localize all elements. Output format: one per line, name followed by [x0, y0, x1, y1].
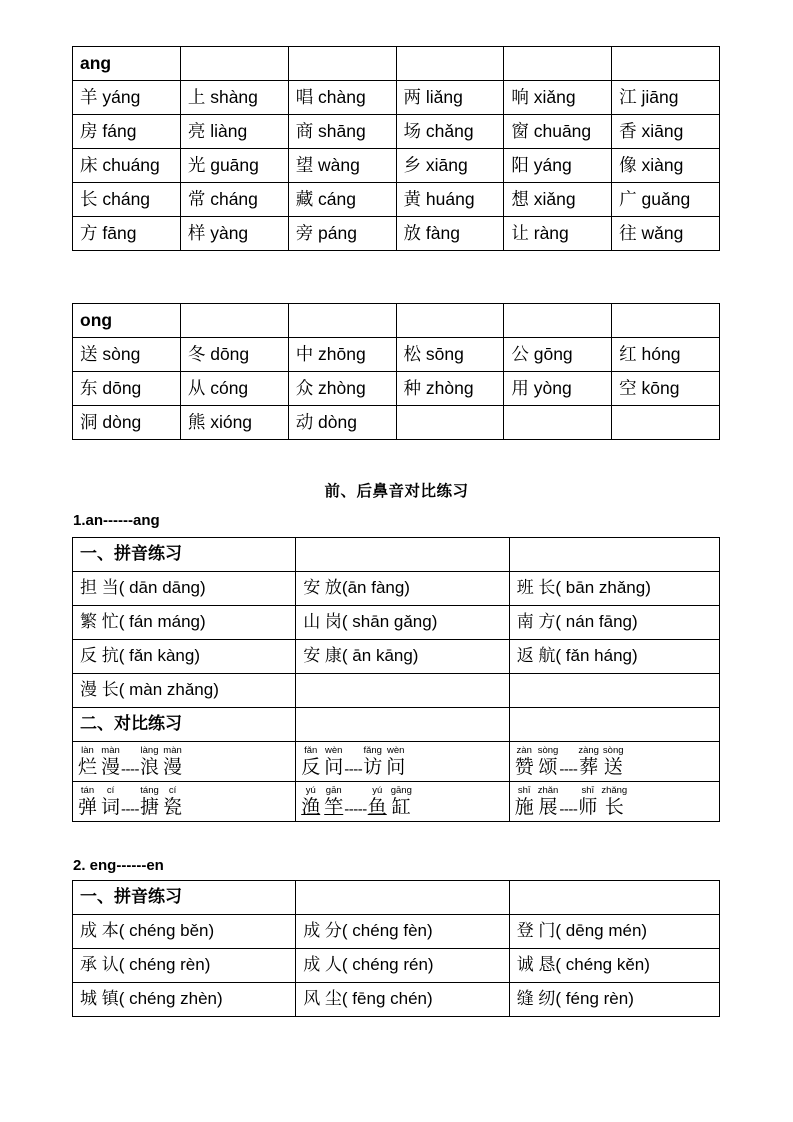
hanzi-character: 葬: [579, 756, 599, 778]
rhyme-group-header: ong: [73, 304, 181, 338]
word-cell: 窗 chuāng: [504, 115, 612, 149]
table-row: [73, 674, 720, 708]
word-cell: 空 kōng: [612, 372, 720, 406]
pinyin-annotation: táng: [140, 784, 159, 796]
ruby-unit: [163, 786, 182, 818]
table-row: [73, 606, 720, 640]
ruby-unit: [78, 786, 97, 818]
pinyin-annotation: shī: [581, 784, 595, 796]
ruby-unit: [101, 786, 120, 818]
word-cell: 担 当( dān dāng): [73, 572, 296, 606]
word-cell: 望 wàng: [288, 149, 396, 183]
hanzi-character: 弹: [78, 796, 98, 818]
word-cell: 旁 páng: [288, 217, 396, 251]
table-row: [73, 47, 720, 81]
word-cell: [504, 406, 612, 440]
word-cell: 常 cháng: [180, 183, 288, 217]
word-cell: 送 sòng: [73, 338, 181, 372]
comparison-pair: [78, 746, 292, 778]
word-cell: 想 xiǎng: [504, 183, 612, 217]
word-cell: 上 shàng: [180, 81, 288, 115]
word-cell: 熊 xióng: [180, 406, 288, 440]
word-cell: 场 chǎng: [396, 115, 504, 149]
dash-separator: ----: [121, 760, 140, 778]
word-cell: [296, 674, 510, 708]
table-row: [73, 217, 720, 251]
hanzi-character: 竿: [324, 796, 344, 818]
hanzi-character: 长: [604, 796, 624, 818]
table-row: [73, 538, 720, 572]
pinyin-annotation: gān: [325, 784, 342, 796]
subsection-header-compare: 二、对比练习: [73, 708, 296, 742]
pinyin-annotation: zhǎn: [537, 784, 559, 796]
table-row: [73, 949, 720, 983]
comparison-pair: [301, 786, 506, 818]
word-cell: 繁 忙( fán máng): [73, 606, 296, 640]
pinyin-annotation: yú: [372, 784, 383, 796]
word-cell: 承 认( chéng rèn): [73, 949, 296, 983]
table-row: [73, 304, 720, 338]
pinyin-annotation: wèn: [325, 744, 343, 756]
table-row: [73, 372, 720, 406]
comparison-pair: [515, 746, 716, 778]
pinyin-annotation: làng: [140, 744, 159, 756]
hanzi-character: 师: [578, 796, 598, 818]
word-cell: 红 hóng: [612, 338, 720, 372]
pinyin-annotation: zàng: [578, 744, 599, 756]
word-cell: 乡 xiāng: [396, 149, 504, 183]
ruby-unit: [391, 786, 412, 818]
word-cell: 登 门( dēng mén): [509, 915, 719, 949]
empty-cell: [504, 47, 612, 81]
word-cell: 响 xiǎng: [504, 81, 612, 115]
empty-cell: [509, 708, 719, 742]
word-cell: 洞 dòng: [73, 406, 181, 440]
word-cell: 众 zhòng: [288, 372, 396, 406]
table-ang-rhymes: [72, 46, 720, 251]
word-cell: 藏 cáng: [288, 183, 396, 217]
table-row: [73, 572, 720, 606]
compare-cell: [73, 742, 296, 782]
ruby-unit: [324, 746, 343, 778]
word-cell: 反 抗( fǎn kàng): [73, 640, 296, 674]
table-ong-rhymes: [72, 303, 720, 440]
table-row: [73, 338, 720, 372]
hanzi-character: 烂: [78, 756, 98, 778]
pinyin-annotation: shī: [517, 784, 531, 796]
hanzi-character: 渔: [301, 796, 321, 818]
dash-separator: ----: [559, 800, 578, 818]
pinyin-annotation: wèn: [387, 744, 405, 756]
table-an-ang-practice: [72, 537, 720, 822]
ruby-unit: [301, 746, 320, 778]
pinyin-annotation: màn: [163, 744, 182, 756]
word-cell: 风 尘( fēng chén): [296, 983, 510, 1017]
word-cell: 唱 chàng: [288, 81, 396, 115]
word-cell: 江 jiāng: [612, 81, 720, 115]
word-cell: 从 cóng: [180, 372, 288, 406]
word-cell: 羊 yáng: [73, 81, 181, 115]
word-cell: 山 岗( shān gǎng): [296, 606, 510, 640]
hanzi-character: 问: [324, 756, 344, 778]
pinyin-annotation: cí: [168, 784, 177, 796]
word-cell: 种 zhòng: [396, 372, 504, 406]
ruby-unit: [578, 746, 599, 778]
hanzi-character: 漫: [101, 756, 121, 778]
table-row: [73, 640, 720, 674]
hanzi-character: 展: [538, 796, 558, 818]
word-cell: 东 dōng: [73, 372, 181, 406]
word-cell: 返 航( fǎn háng): [509, 640, 719, 674]
table-row: [73, 708, 720, 742]
pinyin-annotation: zhǎng: [601, 784, 628, 796]
compare-cell: [296, 742, 510, 782]
pinyin-annotation: fǎn: [304, 744, 318, 756]
ruby-unit: [163, 746, 182, 778]
dash-separator: ----: [344, 760, 363, 778]
word-cell: 往 wǎng: [612, 217, 720, 251]
ruby-unit: [603, 746, 624, 778]
word-cell: 两 liǎng: [396, 81, 504, 115]
ruby-unit: [101, 746, 120, 778]
table-row: [73, 81, 720, 115]
word-cell: 广 guǎng: [612, 183, 720, 217]
hanzi-character: 施: [514, 796, 534, 818]
word-cell: 光 guāng: [180, 149, 288, 183]
word-cell: [612, 406, 720, 440]
section-heading-eng-en: 2. eng------en: [73, 857, 164, 874]
word-cell: 商 shāng: [288, 115, 396, 149]
ruby-unit: [515, 786, 534, 818]
word-cell: 黄 huáng: [396, 183, 504, 217]
word-cell: 松 sōng: [396, 338, 504, 372]
word-cell: [509, 674, 719, 708]
word-cell: 诚 恳( chéng kěn): [509, 949, 719, 983]
hanzi-character: 瓷: [163, 796, 183, 818]
comparison-pair: [515, 786, 716, 818]
empty-cell: [288, 47, 396, 81]
word-cell: 香 xiāng: [612, 115, 720, 149]
rhyme-group-header: ang: [73, 47, 181, 81]
section-heading-an-ang: 1.an------ang: [73, 512, 160, 529]
ruby-unit: [363, 746, 382, 778]
empty-cell: [180, 304, 288, 338]
hanzi-character: 送: [603, 756, 623, 778]
word-cell: 公 gōng: [504, 338, 612, 372]
empty-cell: [296, 538, 510, 572]
word-cell: 阳 yáng: [504, 149, 612, 183]
empty-cell: [296, 708, 510, 742]
table-row: [73, 406, 720, 440]
table-row: [73, 915, 720, 949]
ruby-unit: [301, 786, 320, 818]
word-cell: 长 cháng: [73, 183, 181, 217]
word-cell: 班 长( bān zhǎng): [509, 572, 719, 606]
compare-cell: [509, 742, 719, 782]
empty-cell: [509, 538, 719, 572]
pinyin-annotation: sòng: [537, 744, 559, 756]
table-row: [73, 742, 720, 782]
word-cell: 放 fàng: [396, 217, 504, 251]
ruby-unit: [140, 786, 159, 818]
dash-separator: -----: [344, 800, 367, 818]
ruby-unit: [578, 786, 597, 818]
table-row: [73, 782, 720, 822]
empty-cell: [396, 47, 504, 81]
word-cell: 像 xiàng: [612, 149, 720, 183]
word-cell: 亮 liàng: [180, 115, 288, 149]
hanzi-character: 问: [386, 756, 406, 778]
table-eng-en-practice: [72, 880, 720, 1017]
ruby-unit: [368, 786, 387, 818]
hanzi-character: 访: [363, 756, 383, 778]
comparison-pair: [301, 746, 506, 778]
word-cell: 成 分( chéng fèn): [296, 915, 510, 949]
word-cell: 成 人( chéng rén): [296, 949, 510, 983]
word-cell: 缝 纫( féng rèn): [509, 983, 719, 1017]
empty-cell: [504, 304, 612, 338]
word-cell: 床 chuáng: [73, 149, 181, 183]
pinyin-annotation: zàn: [516, 744, 532, 756]
empty-cell: [612, 47, 720, 81]
word-cell: 城 镇( chéng zhèn): [73, 983, 296, 1017]
hanzi-character: 反: [301, 756, 321, 778]
hanzi-character: 缸: [391, 796, 411, 818]
pinyin-annotation: fǎng: [363, 744, 382, 756]
compare-cell: [509, 782, 719, 822]
ruby-unit: [538, 786, 559, 818]
ruby-unit: [515, 746, 534, 778]
table-row: [73, 183, 720, 217]
word-cell: 中 zhōng: [288, 338, 396, 372]
pinyin-annotation: màn: [101, 744, 120, 756]
hanzi-character: 词: [101, 796, 121, 818]
ruby-unit: [324, 786, 343, 818]
word-cell: 用 yòng: [504, 372, 612, 406]
hanzi-character: 搪: [140, 796, 160, 818]
word-cell: 安 放(ān fàng): [296, 572, 510, 606]
word-cell: 冬 dōng: [180, 338, 288, 372]
word-cell: 漫 长( màn zhǎng): [73, 674, 296, 708]
page-title: 前、后鼻音对比练习: [324, 483, 469, 500]
dash-separator: ----: [121, 800, 140, 818]
pinyin-annotation: tán: [80, 784, 95, 796]
word-cell: 方 fāng: [73, 217, 181, 251]
empty-cell: [288, 304, 396, 338]
compare-cell: [73, 782, 296, 822]
hanzi-character: 漫: [163, 756, 183, 778]
pinyin-annotation: cí: [106, 784, 115, 796]
empty-cell: [509, 881, 719, 915]
word-cell: 动 dòng: [288, 406, 396, 440]
table-row: [73, 149, 720, 183]
hanzi-character: 鱼: [367, 796, 387, 818]
hanzi-character: 赞: [514, 756, 534, 778]
pinyin-annotation: gāng: [390, 784, 412, 796]
ruby-unit: [386, 746, 405, 778]
word-cell: 南 方( nán fāng): [509, 606, 719, 640]
hanzi-character: 颂: [538, 756, 558, 778]
word-cell: 成 本( chéng běn): [73, 915, 296, 949]
comparison-pair: [78, 786, 292, 818]
word-cell: 房 fáng: [73, 115, 181, 149]
empty-cell: [180, 47, 288, 81]
table-row: [73, 983, 720, 1017]
ruby-unit: [601, 786, 627, 818]
pinyin-annotation: sòng: [602, 744, 624, 756]
word-cell: 样 yàng: [180, 217, 288, 251]
word-cell: 安 康( ān kāng): [296, 640, 510, 674]
subsection-header-pinyin: 一、拼音练习: [73, 538, 296, 572]
hanzi-character: 浪: [140, 756, 160, 778]
pinyin-annotation: yú: [305, 784, 316, 796]
dash-separator: ----: [559, 760, 578, 778]
empty-cell: [612, 304, 720, 338]
empty-cell: [296, 881, 510, 915]
ruby-unit: [140, 746, 159, 778]
empty-cell: [396, 304, 504, 338]
ruby-unit: [538, 746, 559, 778]
table-row: [73, 881, 720, 915]
word-cell: 让 ràng: [504, 217, 612, 251]
ruby-unit: [78, 746, 97, 778]
pinyin-annotation: làn: [81, 744, 94, 756]
subsection-header-pinyin: 一、拼音练习: [73, 881, 296, 915]
word-cell: [396, 406, 504, 440]
compare-cell: [296, 782, 510, 822]
table-row: [73, 115, 720, 149]
